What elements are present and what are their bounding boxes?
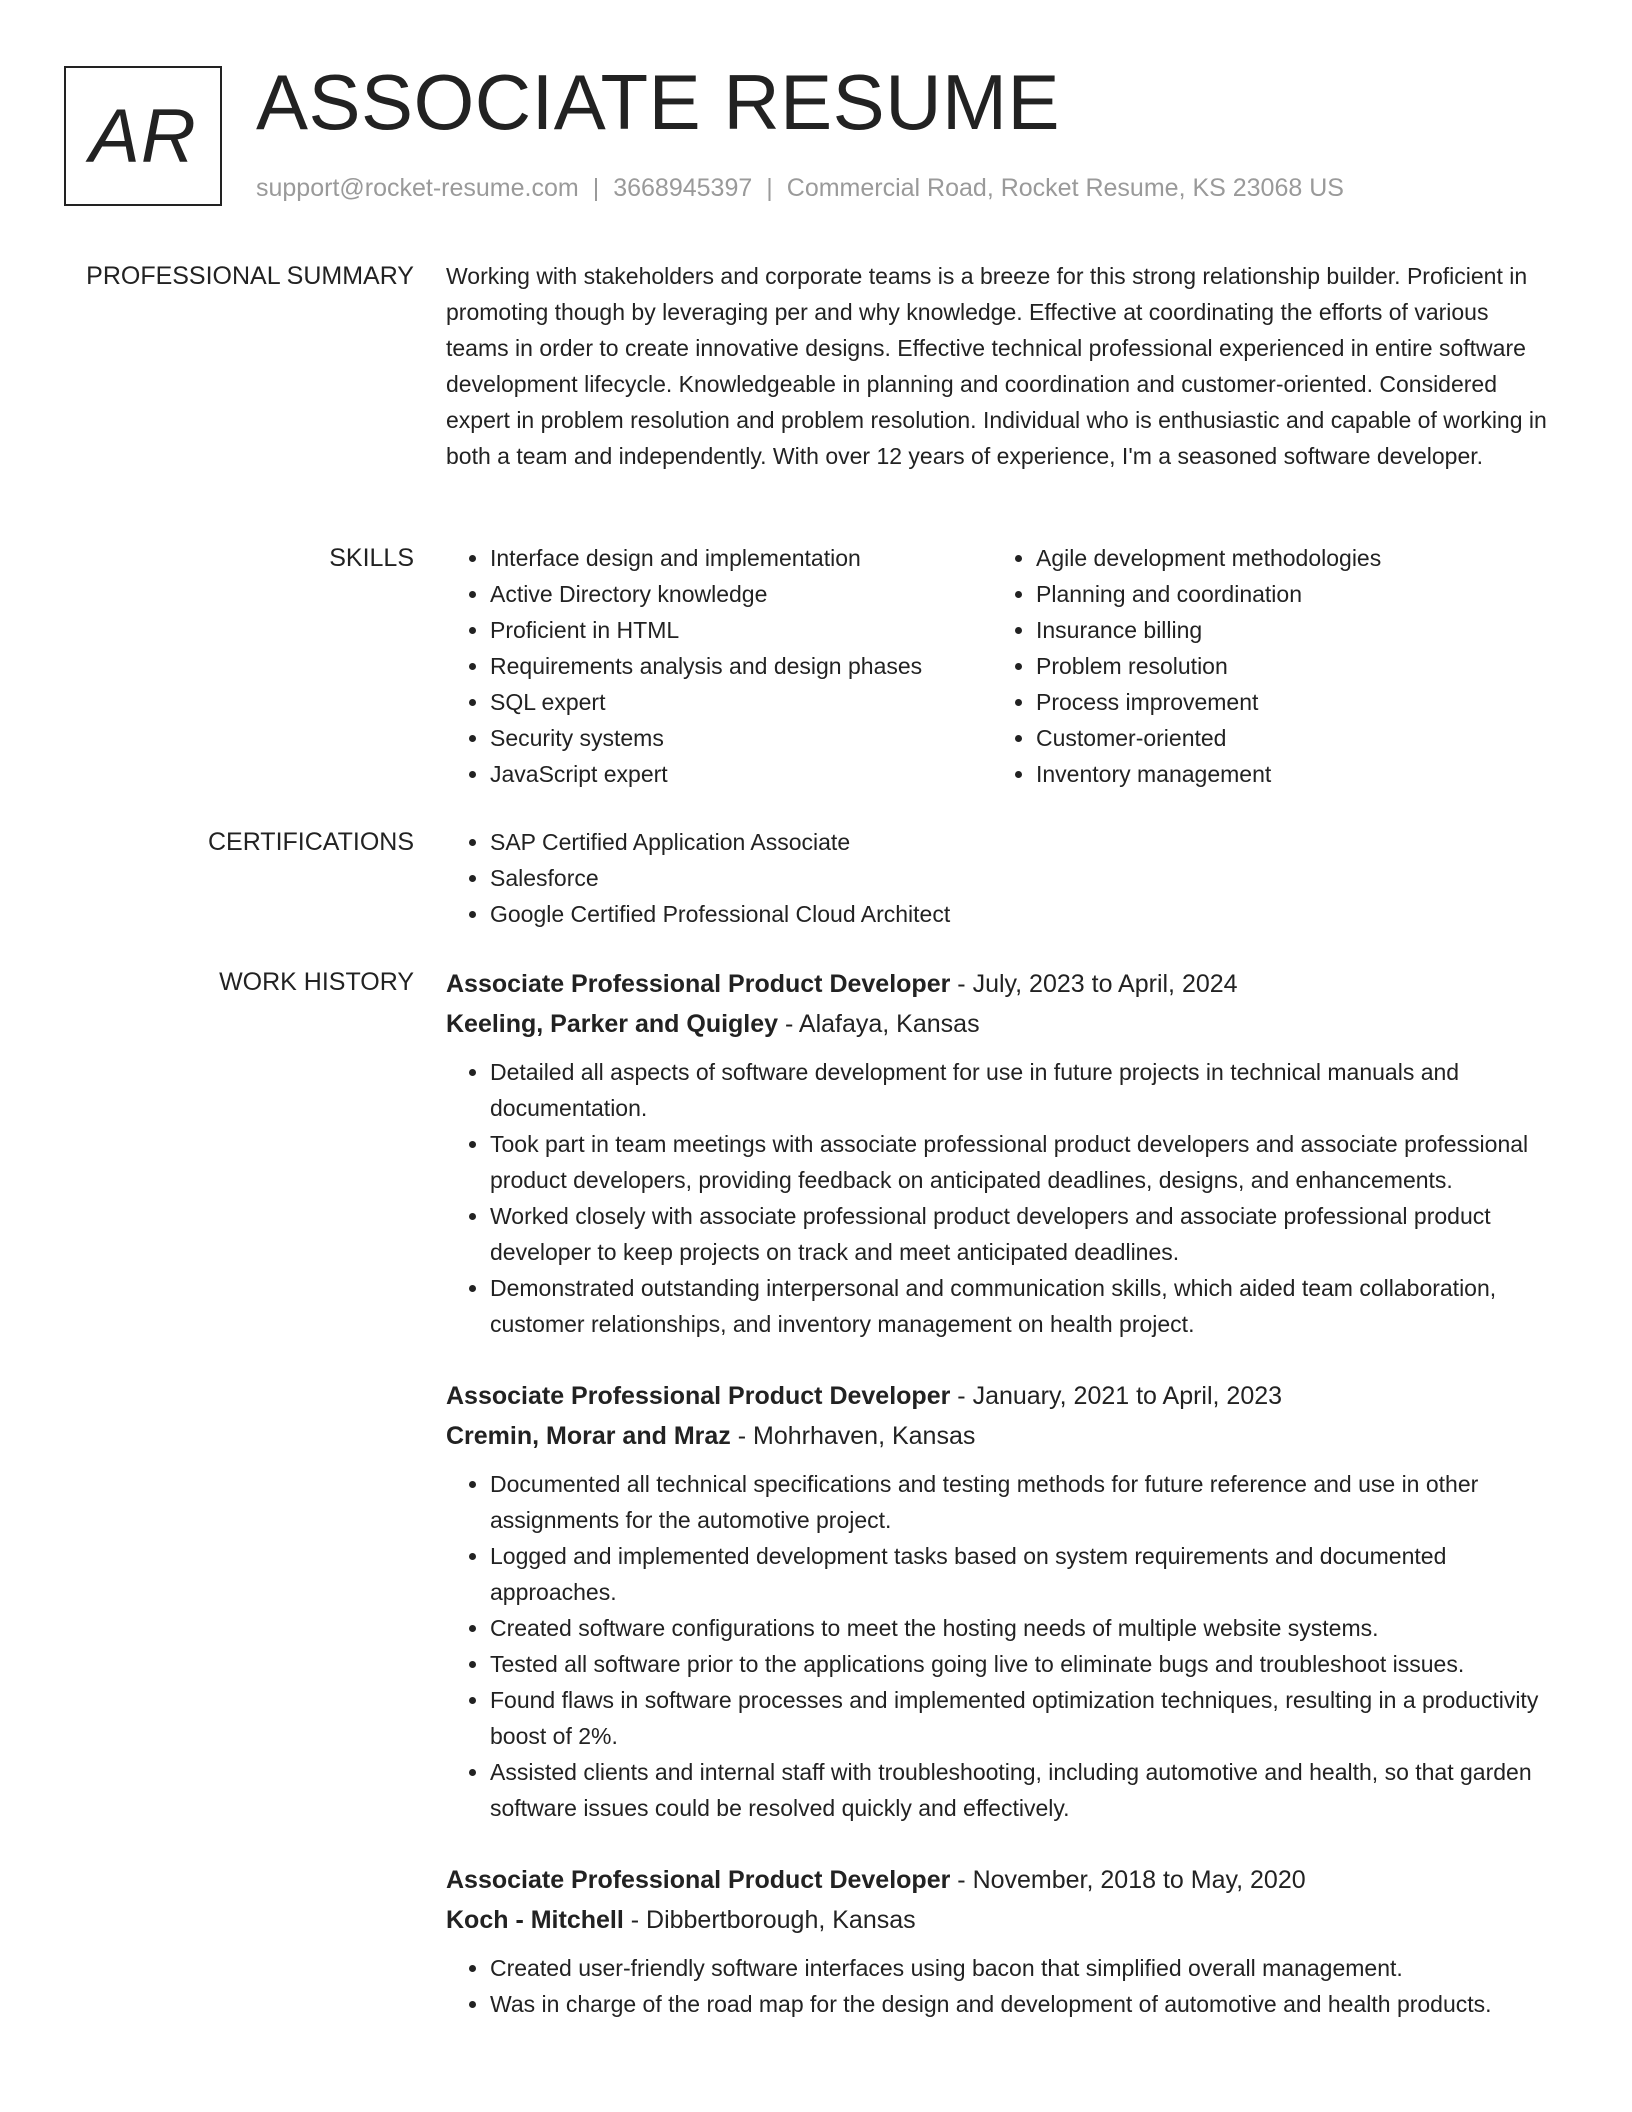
job-bullet: • Found flaws in software processes and implemented optimization techniques, resulting in a productivity boost of 2%. xyxy=(490,1682,1556,1754)
skill-item: • Process improvement xyxy=(1036,684,1532,720)
skill-item: • Planning and coordination xyxy=(1036,576,1532,612)
section-label: SKILLS xyxy=(329,544,414,572)
skill-item: • Insurance billing xyxy=(1036,612,1532,648)
section-label: WORK HISTORY xyxy=(219,968,414,996)
skill-item: • Customer-oriented xyxy=(1036,720,1532,756)
skill-item: • SQL expert xyxy=(490,684,986,720)
job-bullet: • Documented all technical specifications and testing methods for future reference and use in other assignments for the automotive project. xyxy=(490,1466,1556,1538)
contact-email: support@rocket-resume.com xyxy=(256,174,579,202)
certification-item: • Google Certified Professional Cloud Architect xyxy=(490,896,1556,932)
job-location: Alafaya, Kansas xyxy=(798,1010,980,1038)
skills-column-left xyxy=(446,540,986,792)
resume-title: ASSOCIATE RESUME xyxy=(256,58,1061,146)
contact-separator: | xyxy=(592,174,600,202)
skill-item: • JavaScript expert xyxy=(490,756,986,792)
job-bullet: • Detailed all aspects of software development for use in future projects in technical manuals and documentation. xyxy=(490,1054,1556,1126)
job-company: Koch - Mitchell xyxy=(446,1906,624,1934)
certifications-body xyxy=(446,824,1556,932)
section-label: PROFESSIONAL SUMMARY xyxy=(86,262,414,290)
job-title-line: Associate Professional Product Developer - November, 2018 to May, 2020 xyxy=(446,1866,1306,1894)
job-location: Dibbertborough, Kansas xyxy=(646,1906,916,1934)
skill-item: • Inventory management xyxy=(1036,756,1532,792)
job-entry xyxy=(446,1376,1556,1826)
job-bullet: • Tested all software prior to the applications going live to eliminate bugs and troubleshoot issues. xyxy=(490,1646,1556,1682)
job-bullet: • Demonstrated outstanding interpersonal and communication skills, which aided team collaboration, customer relationships, and inventory management on health project. xyxy=(490,1270,1556,1342)
skill-item: • Proficient in HTML xyxy=(490,612,986,648)
certification-item: • Salesforce xyxy=(490,860,1556,896)
job-dates: November, 2018 to May, 2020 xyxy=(972,1866,1306,1894)
job-bullet: • Logged and implemented development tasks based on system requirements and documented approaches. xyxy=(490,1538,1556,1610)
job-title: Associate Professional Product Developer xyxy=(446,1866,951,1894)
job-bullet: • Worked closely with associate professional product developers and associate professional product developer to keep projects on track and meet anticipated deadlines. xyxy=(490,1198,1556,1270)
job-bullet: • Assisted clients and internal staff with troubleshooting, including automotive and health, so that garden software issues could be resolved quickly and effectively. xyxy=(490,1754,1556,1826)
job-company: Keeling, Parker and Quigley xyxy=(446,1010,779,1038)
skill-item: • Interface design and implementation xyxy=(490,540,986,576)
section-label: CERTIFICATIONS xyxy=(207,828,414,856)
skills-column-right xyxy=(992,540,1532,792)
work-history-body xyxy=(446,964,1556,2022)
job-company-line: Koch - Mitchell - Dibbertborough, Kansas xyxy=(446,1906,916,1934)
contact-line xyxy=(256,174,1344,203)
skill-item: • Agile development methodologies xyxy=(1036,540,1532,576)
job-company-line: Keeling, Parker and Quigley - Alafaya, Kansas xyxy=(446,1010,980,1038)
skill-item: • Active Directory knowledge xyxy=(490,576,986,612)
skill-item: • Security systems xyxy=(490,720,986,756)
job-title-line: Associate Professional Product Developer - July, 2023 to April, 2024 xyxy=(446,970,1238,998)
job-title-line: Associate Professional Product Developer - January, 2021 to April, 2023 xyxy=(446,1382,1283,1410)
job-entry xyxy=(446,1860,1556,2022)
job-title: Associate Professional Product Developer xyxy=(446,970,951,998)
job-dates: January, 2021 to April, 2023 xyxy=(972,1382,1283,1410)
job-title: Associate Professional Product Developer xyxy=(446,1382,951,1410)
contact-phone: 3668945397 xyxy=(613,174,753,202)
skill-item: • Requirements analysis and design phases xyxy=(490,648,986,684)
job-bullet: • Created software configurations to meet the hosting needs of multiple website systems. xyxy=(490,1610,1556,1646)
monogram-logo: AR xyxy=(64,66,222,206)
job-company: Cremin, Morar and Mraz xyxy=(446,1422,731,1450)
job-dates: July, 2023 to April, 2024 xyxy=(972,970,1238,998)
certification-item: • SAP Certified Application Associate xyxy=(490,824,1556,860)
contact-address: Commercial Road, Rocket Resume, KS 23068 US xyxy=(786,174,1344,202)
job-bullet: • Was in charge of the road map for the design and development of automotive and health products. xyxy=(490,1986,1556,2022)
job-location: Mohrhaven, Kansas xyxy=(753,1422,976,1450)
job-bullet: • Created user-friendly software interfaces using bacon that simplified overall management. xyxy=(490,1950,1556,1986)
contact-separator: | xyxy=(766,174,773,202)
summary-text: Working with stakeholders and corporate teams is a breeze for this strong relationship builder. Proficient in promoting though by leveraging per and why knowledge. Effective at coordinating the efforts of various teams in order to create innovative designs. Effective technical professional experienced in entire software development lifecycle. Knowledgeable in planning and coordination and customer-oriented. Considered expert in problem resolution and problem resolution. Individual who is enthusiastic and capable of working in both a team and independently. With over 12 years of experience, I'm a seasoned software developer. xyxy=(446,263,1547,469)
job-bullet: • Took part in team meetings with associate professional product developers and associate professional product developers, providing feedback on anticipated deadlines, designs, and enhancements. xyxy=(490,1126,1556,1198)
skill-item: • Problem resolution xyxy=(1036,648,1532,684)
job-company-line: Cremin, Morar and Mraz - Mohrhaven, Kansas xyxy=(446,1422,976,1450)
job-entry xyxy=(446,964,1556,1342)
